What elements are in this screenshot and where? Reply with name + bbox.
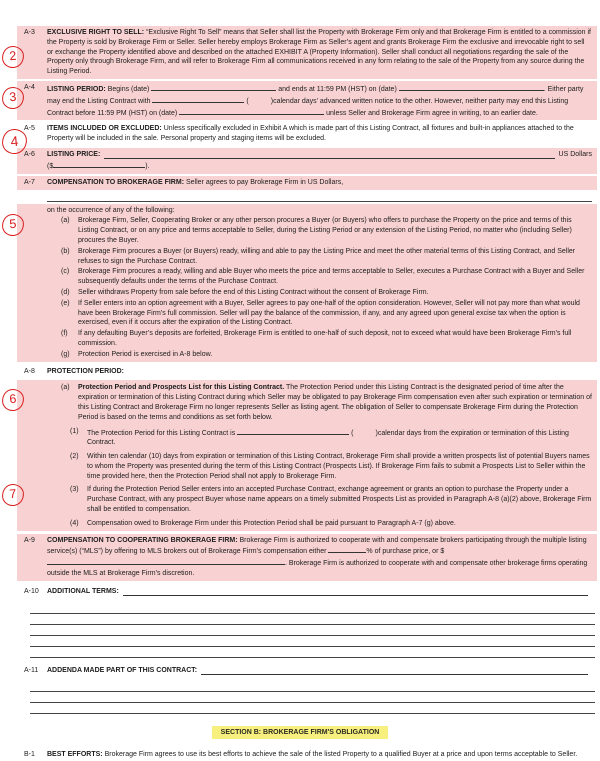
clause-a7-a: (a) Brokerage Firm, Seller, Cooperating Broker or any other person procures a Buyer (or Buyers) who offers to purchase the Property on the price and terms of this Listing Contract, or on any price and terms acceptable to Seller, during the Listing Period or any extension of the Listing Period, no matter who (including Seller) procures the Buyer. — [61, 217, 572, 244]
circled-number-4-annotation: 4 — [1, 128, 28, 155]
clause-text: EXCLUSIVE RIGHT TO SELL: “Exclusive Right To Sell” means that Seller shall list the Property with Brokerage Firm only and that Brokerage Firm is entitled to a commission if the Property is sold by Brokerage Firm or Seller. Seller hereby employs Brokerage Firm as Seller’s agent and grants Brokerage Firm the exclusive and irrevocable right to sell or exchange the Property identified above and described on the attached EXHIBIT A (Property Information). Seller shall conduct all negotiations regarding the sale of the Property only through Brokerage Firm, and will refer to Brokerage Firm all communications received in any form relating to the sale of the Property from any source during the Listing Period. — [47, 29, 591, 76]
clause-number: A-6 — [24, 150, 35, 158]
clause-title: ADDENDA MADE PART OF THIS CONTRACT: — [47, 666, 198, 674]
additional-terms-line-5[interactable] — [30, 647, 595, 658]
clause-a8-a1: (1) The Protection Period for this Listing Contract is ( )calendar days from the expiration or termination of this Listing Contract. — [70, 427, 569, 447]
circled-number-6-annotation: 6 — [1, 388, 25, 412]
early-termination-date-field[interactable] — [179, 107, 324, 115]
clause-text: COMPENSATION TO COOPERATING BROKERAGE FIRM: Brokerage Firm is authorized to cooperate with and compensate brokers participating through the multiple listing service(s) (“MLS”) by offering to MLS brokers out of Brokerage Firm’s compensation either % of purchase price, or $. Brokerage Firm is authorized to cooperate with and compensate other brokerage firms operating outside the MLS at Brokerage Firm’s discretion. — [47, 536, 588, 578]
section-b-title: SECTION B: BROKERAGE FIRM'S OBLIGATION — [212, 726, 389, 739]
clause-a7-f: (f) If any defaulting Buyer’s deposits are forfeited, Brokerage Firm is entitled to one-half of such deposit, not to exceed what would have been Brokerage Firm’s full commission. — [61, 330, 572, 347]
circled-number-7-annotation: 7 — [1, 483, 25, 507]
clause-a7-d: (d) Seller withdraws Property from sale before the end of this Listing Contract without the consent of Brokerage Firm. — [61, 288, 429, 296]
section-a3 — [17, 26, 597, 79]
clause-title: EXCLUSIVE RIGHT TO SELL: — [47, 29, 145, 36]
circled-number-2-annotation: 2 — [1, 45, 25, 69]
section-a7-body — [17, 204, 597, 362]
clause-title: PROTECTION PERIOD: — [47, 367, 125, 375]
clause-a8-a: (a) Protection Period and Prospects List for this Listing Contract. The Protection Period under this Listing Contract is the designated period of time after the expiration or termination of this Listing Contract during which Seller may be obligated to pay Brokerage Firm compensation even after such expiration or termination of this Listing Contract and Brokerage Firm no longer represents Seller as listing agent. The obligation of Seller to compensate Brokerage Firm during the Protection Period is based on the terms and conditions as set forth below. — [61, 384, 592, 421]
clause-a7-b: (b) Brokerage Firm procures a Buyer (or Buyers) ready, willing and able to pay the Listing Price and meet the other material terms of this Listing Contract, and Seller refuses to sign the Purchase Contract. — [61, 247, 576, 265]
clause-title: COMPENSATION TO BROKERAGE FIRM: — [47, 178, 185, 186]
clause-title: BEST EFFORTS: — [47, 750, 103, 758]
addenda-field[interactable] — [201, 666, 588, 675]
addenda-line-1[interactable] — [30, 681, 595, 692]
clause-number: A-4 — [24, 83, 35, 91]
clause-text: LISTING PERIOD: Begins (date) and ends at 11:59 PM (HST) on (date) . Either party may end the Listing Contract with ( )calendar days’ advanced written notice to the other. However, neither party may end this Listing Contract before 11:59 PM (HST) on (date) unless Seller and Brokerage Firm agree in writing, to an earlier date. — [47, 83, 592, 118]
additional-terms-line-2[interactable] — [30, 614, 595, 625]
clause-text: LISTING PRICE: US Dollars — [47, 150, 592, 158]
clause-a7-e: (e) If Seller enters into an option agreement with a Buyer, Seller agrees to pay one-half of the option consideration. However, Seller will not pay more than what would have been Brokerage Firm’s full commission. Seller will pay the balance of the commission, if any, and any agreed upon general excise tax when the option is exercised, even if it occurs after the expiration of the Listing Contract. — [61, 299, 580, 327]
section-a7-heading — [17, 176, 597, 190]
section-a10 — [17, 585, 597, 599]
clause-number: B-1 — [24, 750, 35, 758]
clause-text: ITEMS INCLUDED OR EXCLUDED: Unless specifically excluded in Exhibit A which is made part of this Listing Contract, all fixtures and built-in appliances attached to the Property will be included in the sale. Personal property and staging items will be excluded. — [47, 125, 574, 143]
listing-begin-date-field[interactable] — [151, 83, 276, 91]
clause-number: A-5 — [24, 125, 35, 133]
clause-number: A-9 — [24, 536, 35, 544]
addenda-line-2[interactable] — [30, 692, 595, 703]
circled-number-3-annotation: 3 — [1, 86, 25, 110]
clause-text: BEST EFFORTS: Brokerage Firm agrees to use its best efforts to achieve the sale of the listed Property to a qualified Buyer at a price and upon terms acceptable to Seller. — [47, 750, 578, 758]
clause-number: A-7 — [24, 178, 35, 186]
section-a8-body — [17, 380, 597, 530]
additional-terms-line-1[interactable] — [30, 603, 595, 614]
clause-title: LISTING PERIOD: — [47, 85, 106, 93]
protection-period-days-written-field[interactable] — [237, 427, 349, 435]
clause-a8-a2: (2) Within ten calendar (10) days from expiration or termination of this Listing Contract, Brokerage Firm shall provide a written prospects list of potential Buyers names to whom the Property was presented during the term of this Listing Contract (Prospects List). If Brokerage Firm fails to submit a Prospects List to Seller within the time provided here, then the Protection Period shall not apply to Brokerage Firm. — [70, 453, 590, 480]
mls-compensation-dollar-field[interactable] — [47, 557, 285, 565]
section-b-heading — [0, 726, 600, 739]
section-a9 — [17, 534, 597, 581]
clause-text: COMPENSATION TO BROKERAGE FIRM: Seller agrees to pay Brokerage Firm in US Dollars, — [47, 178, 344, 186]
clause-a8-a4: (4) Compensation owed to Brokerage Firm under this Protection Period shall be paid pursuant to Paragraph A-7 (g) above. — [70, 519, 456, 527]
clause-title: LISTING PRICE: — [47, 150, 101, 158]
clause-a8-a3: (3) If during the Protection Period Seller enters into an accepted Purchase Contract, exchange agreement or grants an option to purchase the Property under a Purchase Contract, with any prospect Buyer whose name appears on a timely submitted Prospects List as provided in Paragraph A-8 (a)(2) above, Brokerage Firm shall be entitled to compensation. — [70, 486, 592, 514]
section-a5 — [17, 122, 597, 146]
listing-price-numeric-field[interactable] — [53, 160, 145, 168]
protection-period-days-numeric-field[interactable] — [353, 428, 375, 435]
additional-terms-field[interactable] — [123, 587, 588, 596]
clause-number: A-10 — [24, 587, 39, 595]
mls-compensation-percent-field[interactable] — [328, 545, 366, 553]
clause-number: A-11 — [24, 666, 39, 674]
clause-title: ITEMS INCLUDED OR EXCLUDED: — [47, 125, 162, 133]
clause-title: COMPENSATION TO COOPERATING BROKERAGE FIRM: — [47, 536, 238, 544]
section-a8-heading — [17, 365, 597, 379]
section-b1 — [17, 748, 597, 761]
circled-number-5-annotation: 5 — [1, 213, 25, 237]
clause-title: ADDITIONAL TERMS: — [47, 587, 119, 595]
clause-a7-g: (g) Protection Period is exercised in A-8 below. — [61, 350, 213, 358]
clause-number: A-3 — [24, 29, 35, 36]
section-a4 — [17, 81, 597, 120]
additional-terms-line-4[interactable] — [30, 636, 595, 647]
section-a6: A-6 LISTING PRICE: US Dollars ($ ). — [17, 148, 597, 174]
section-a11 — [17, 664, 597, 678]
clause-a7-c: (c) Brokerage Firm procures a ready, willing and able Buyer who meets the price and terms acceptable to Seller, executes a Purchase Contract with a Buyer and Seller subsequently defaults under the terms of the Purchase Contract. — [61, 268, 585, 286]
clause-number: A-8 — [24, 367, 35, 375]
compensation-amount-write-line[interactable] — [47, 190, 592, 202]
notice-days-numeric-field[interactable] — [249, 96, 271, 103]
listing-end-date-field[interactable] — [399, 83, 544, 91]
listing-price-words-field[interactable] — [104, 150, 554, 159]
addenda-line-3[interactable] — [30, 703, 595, 714]
clause-lead-in: on the occurrence of any of the following: — [47, 206, 175, 214]
additional-terms-line-3[interactable] — [30, 625, 595, 636]
notice-days-written-field[interactable] — [152, 95, 244, 103]
